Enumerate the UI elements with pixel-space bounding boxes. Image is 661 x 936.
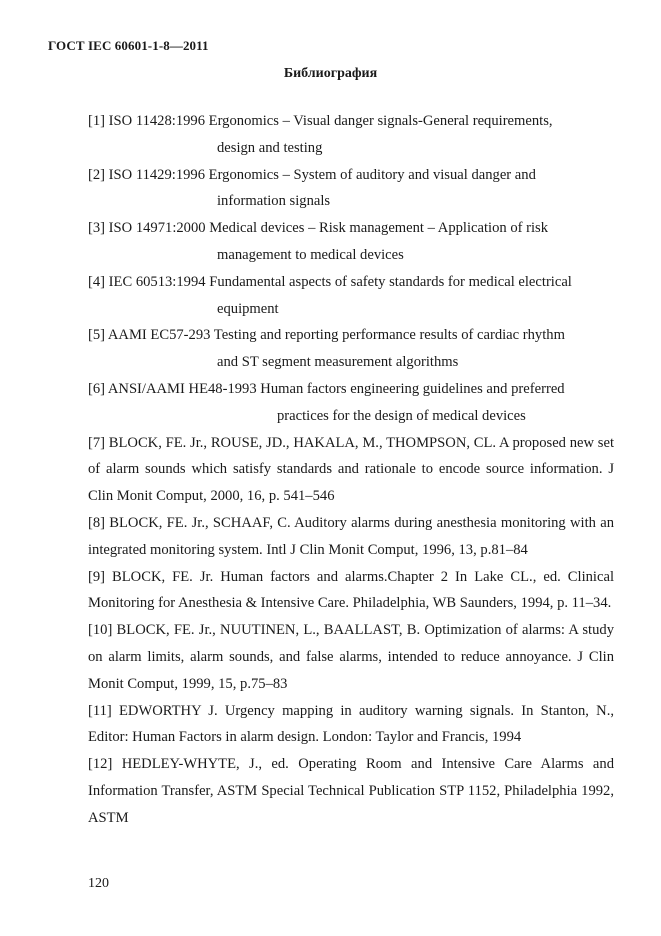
bibliography-title-text: Библиография bbox=[283, 66, 378, 81]
reference-item bbox=[88, 322, 614, 376]
reference-lead: [5] AAMI EC57-293 Testing and reporting performance results of cardiac rhythm bbox=[88, 327, 565, 344]
reference-continuation: and ST segment measurement algorithms bbox=[217, 354, 459, 371]
reference-item: [10] BLOCK, FE. Jr., NUUTINEN, L., BAALLAST, B. Optimization of alarms: A study on alarm limits, alarm sounds, and false alarms, intended to reduce annoyance. J Clin Monit Comput, 1999, 15, p.75–83 bbox=[88, 622, 614, 692]
reference-lead: [3] ISO 14971:2000 Medical devices – Risk management – Application of risk bbox=[88, 220, 549, 237]
reference-item: [8] BLOCK, FE. Jr., SCHAAF, C. Auditory alarms during anesthesia monitoring with an integrated monitoring system. Intl J Clin Monit Comput, 1996, 13, p.81–84 bbox=[88, 514, 614, 558]
reference-lead: [1] ISO 11428:1996 Ergonomics – Visual danger signals-General requirements, bbox=[88, 113, 553, 129]
reference-item: [7] BLOCK, FE. Jr., ROUSE, JD., HAKALA, M., THOMPSON, CL. A proposed new set of alarm sounds which satisfy standards and rationale to encode source information. J Clin Monit Comput, 2000, 16, p. 541–546 bbox=[88, 434, 614, 505]
reference-item: [9] BLOCK, FE. Jr. Human factors and alarms.Chapter 2 In Lake CL., ed. Clinical Monitoring for Anesthesia & Intensive Care. Philadelphia, WB Saunders, 1994, p. 11–34. bbox=[88, 568, 614, 612]
reference-lead: [4] IEC 60513:1994 Fundamental aspects of safety standards for medical electrical bbox=[88, 273, 572, 290]
reference-continuation: information signals bbox=[217, 193, 331, 210]
reference-item bbox=[88, 162, 614, 216]
reference-continuation: practices for the design of medical devices bbox=[277, 407, 526, 424]
page-number: 120 bbox=[88, 876, 109, 891]
reference-item bbox=[88, 215, 614, 269]
reference-continuation: equipment bbox=[217, 300, 279, 317]
bibliography-title bbox=[0, 66, 661, 82]
reference-lead: [6] ANSI/AAMI HE48-1993 Human factors engineering guidelines and preferred bbox=[88, 380, 565, 397]
reference-item: [12] HEDLEY-WHYTE, J., ed. Operating Room and Intensive Care Alarms and Information Transfer, ASTM Special Technical Publication STP 1152, Philadelphia 1992, ASTM bbox=[88, 756, 614, 826]
reference-continuation: design and testing bbox=[217, 139, 323, 156]
reference-item bbox=[88, 269, 614, 323]
reference-list bbox=[88, 108, 614, 832]
reference-lead: [2] ISO 11429:1996 Ergonomics – System of auditory and visual danger and bbox=[88, 166, 536, 183]
reference-continuation: management to medical devices bbox=[217, 246, 404, 263]
reference-item bbox=[88, 376, 614, 430]
document-header: ГОСТ IEC 60601-1-8—2011 bbox=[48, 38, 209, 53]
reference-item: [11] EDWORTHY J. Urgency mapping in auditory warning signals. In Stanton, N., Editor: Human Factors in alarm design. London: Taylor and Francis, 1994 bbox=[88, 702, 614, 746]
reference-item bbox=[88, 108, 614, 162]
